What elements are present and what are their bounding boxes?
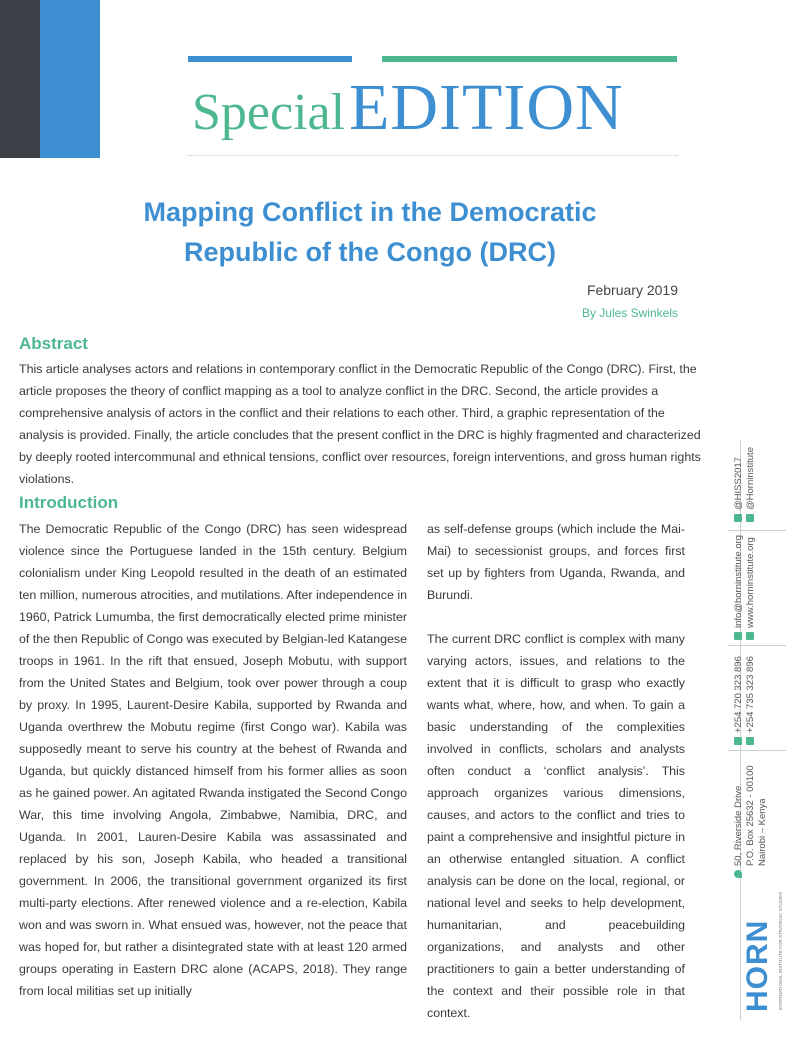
- horn-logo: HORN: [741, 919, 774, 1012]
- title-line-2: Republic of the Congo (DRC): [184, 237, 556, 267]
- horn-logo-tagline: INTERNATIONAL INSTITUTE FOR STRATEGIC STUDIES: [778, 891, 783, 1010]
- globe-icon: [746, 632, 754, 640]
- introduction-left-column: The Democratic Republic of the Congo (DRC) has seen widespread violence since the Portuguese landed in the 15th century. Belgium colonialism under King Leopold resulted in the death of an estimated ten million, numerous atrocities, and mutilations. After independence in 1960, Patrick Lumumba, the first democratically elected prime minister of the then Republic of Congo was executed by Belgian-led Katangese troops in 1961. In the rift that ensued, Joseph Mobutu, with support from the United States and Belgium, took over power through a coup by proxy. In 1995, Laurent-Desire Kabila, supported by Rwanda and Uganda overthrew the Mobutu regime (first Congo war). Kabila was supposedly meant to serve his country at the behest of Rwanda and Uganda, but quickly distanced himself from his former allies as soon as he gained power. An agitated Rwanda instigated the Second Congo War, this time involving Angola, Zimbabwe, Namibia, DRC, and Uganda. In 2001, Lauren-Desire Kabila was assassinated and replaced by his son, Joseph Kabila, who headed a transitional government. In 2006, the transitional government organized its first multi-party elections. After renewed violence and a re-election, Kabila won and was sworn in. What ensued was, however, not the peace that was hoped for, but rather a disintegrated state with at least 120 armed groups operating in Eastern DRC alone (ACAPS, 2018). They range from local militias set up initially: [19, 522, 407, 998]
- introduction-heading: Introduction: [19, 493, 119, 512]
- social-block: [733, 447, 757, 522]
- phone-icon: [734, 737, 742, 745]
- sidebar-separator: [728, 645, 786, 646]
- abstract-heading: Abstract: [19, 334, 88, 353]
- address-line-2: P.O. Box 25632 - 00100: [745, 765, 756, 866]
- author-byline: By Jules Swinkels: [581, 306, 678, 320]
- phone-block: [733, 656, 757, 745]
- introduction-right-paragraph-1: as self-defense groups (which include the Mai-Mai) to secessionist groups, and forces first set up by fighters from Uganda, Rwanda, and Burundi.: [427, 522, 685, 602]
- introduction-right-paragraph-2: The current DRC conflict is complex with many varying actors, issues, and relations to the extent that it is difficult to grasp who exactly wants what, where, how, and when. To gain a basic understanding of the complexities involved in conflicts, scholars and analysts often conduct a ‘conflict analysis’. This approach organizes various dimensions, causes, and actors to the conflict and tries to paint a comprehensive and insightful picture in an otherwise entangled situation. A conflict analysis can be done on the local, regional, or national level and seeks to help development, humanitarian, and peacebuilding organizations, and analysts and other practitioners to gain a better understanding of the context and their possible role in that context.: [427, 632, 685, 1020]
- email-link[interactable]: info@horninstitute.org: [733, 534, 744, 628]
- mobile-icon: [746, 737, 754, 745]
- facebook-handle[interactable]: @Horninstitute: [745, 447, 756, 510]
- sidebar-separator: [728, 530, 786, 531]
- twitter-icon: [734, 514, 742, 522]
- masthead-edition: EDITION: [349, 71, 624, 144]
- masthead: [192, 70, 624, 146]
- twitter-handle[interactable]: @HISS2017: [733, 457, 744, 510]
- phone-number-1: +254 720 323 896: [733, 656, 744, 733]
- divider: [188, 155, 678, 156]
- address-line-3: Nairobi – Kenya: [757, 798, 768, 866]
- publication-date: February 2019: [586, 282, 678, 298]
- decor-blue-bar: [40, 0, 100, 158]
- title-line-1: Mapping Conflict in the Democratic: [143, 197, 597, 227]
- address-line-1: 50, Riverside Drive: [733, 785, 744, 866]
- page-title: [90, 192, 650, 272]
- facebook-icon: [746, 514, 754, 522]
- masthead-special: Special: [192, 84, 346, 141]
- email-icon: [734, 632, 742, 640]
- website-link[interactable]: www.horninstitute.org: [745, 537, 756, 628]
- introduction-right-column: [427, 518, 685, 1046]
- web-block: [733, 535, 757, 640]
- phone-number-2: +254 735 323 896: [745, 656, 756, 733]
- location-pin-icon: [734, 870, 742, 878]
- decor-green-rule: [382, 56, 677, 62]
- decor-dark-bar: [0, 0, 40, 158]
- decor-blue-rule: [188, 56, 352, 62]
- abstract-text: This article analyses actors and relations in contemporary conflict in the Democratic Republic of the Congo (DRC). First, the article proposes the theory of conflict mapping as a tool to analyze conflict in the DRC. Second, the article provides a comprehensive analysis of actors in the conflict and their relations to each other. Third, a graphic representation of the analysis is provided. Finally, the article concludes that the present conflict in the DRC is highly fragmented and characterized by deeply rooted intercommunal and ethnical tensions, conflict over resources, foreign interventions, and gross human rights violations.: [19, 362, 701, 486]
- sidebar-separator: [728, 750, 786, 751]
- address-block: [733, 765, 769, 878]
